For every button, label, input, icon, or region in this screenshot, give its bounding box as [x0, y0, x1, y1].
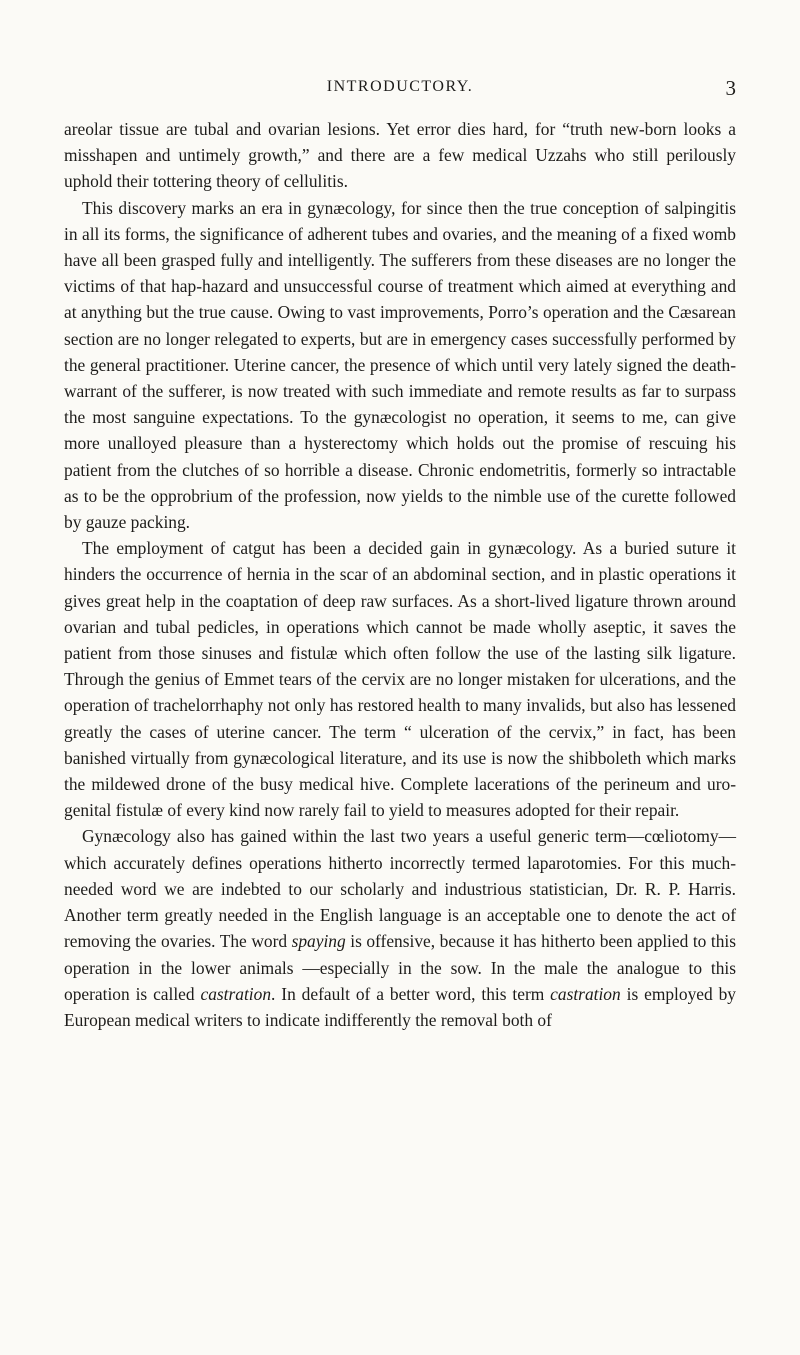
- body-text: [64, 116, 736, 1033]
- italic-term-spaying: spaying: [291, 931, 346, 952]
- running-title: INTRODUCTORY.: [326, 78, 474, 95]
- italic-term-castration: castration: [200, 983, 272, 1004]
- paragraph-4-text-b: is offensive, because it has hitherto been applied to this operation in the lower animals —especially in the sow. In the male the analogue to this operation is called: [64, 931, 736, 1004]
- paragraph-4-text-c: . In default of a better word, this term: [271, 983, 551, 1004]
- paragraph-4: [64, 823, 736, 1033]
- running-head: [64, 78, 736, 102]
- paragraph-4-text-a: Gynæcology also has gained within the last two years a useful generic term—cœliotomy—which accurately defines operations hitherto incorrectly termed laparotomies. For this much-needed word we are indebted to our scholarly and industrious statistician, Dr. R. P. Harris. Another term greatly needed in the English language is an acceptable one to denote the act of removing the ovaries. The word: [64, 826, 736, 952]
- paragraph-2: This discovery marks an era in gynæcology, for since then the true conception of salpingitis in all its forms, the significance of adherent tubes and ovaries, and the meaning of a fixed womb have all been grasped fully and intelligently. The sufferers from these diseases are no longer the victims of that hap-hazard and unsuccessful course of treatment which aimed at everything and at anything but the true cause. Owing to vast improvements, Porro’s operation and the Cæsarean section are no longer relegated to experts, but are in emergency cases successfully performed by the general practitioner. Uterine cancer, the presence of which until very lately signed the death-warrant of the sufferer, is now treated with such immediate and remote results as far to surpass the most sanguine expectations. To the gynæcologist no operation, it seems to me, can give more unalloyed pleasure than a hysterectomy which holds out the promise of rescuing his patient from the clutches of so horrible a disease. Chronic endometritis, formerly so intractable as to be the opprobrium of the profession, now yields to the nimble use of the curette followed by gauze packing.: [64, 197, 736, 533]
- italic-term-castration-2: castration: [550, 983, 621, 1004]
- paragraph-4-text-d: is employed by European medical writers to indicate indifferently the removal both of: [64, 983, 736, 1030]
- paragraph-3: The employment of catgut has been a decided gain in gynæcology. As a buried suture it hinders the occurrence of hernia in the scar of an abdominal section, and in plastic operations it gives great help in the coaptation of deep raw surfaces. As a short-lived ligature thrown around ovarian and tubal pedicles, in operations which cannot be made wholly aseptic, it saves the patient from those sinuses and fistulæ which often follow the use of the lasting silk ligature. Through the genius of Emmet tears of the cervix are no longer mistaken for ulcerations, and the operation of trachelorrhaphy not only has restored health to many invalids, but also has lessened greatly the cases of uterine cancer. The term “ ulceration of the cervix,” in fact, has been banished virtually from gynæcological literature, and its use is now the shibboleth which marks the mildewed drone of the busy medical hive. Complete lacerations of the perineum and uro-genital fistulæ of every kind now rarely fail to yield to measures adopted for their repair.: [64, 538, 736, 821]
- page-number: 3: [725, 76, 736, 100]
- paragraph-1: areolar tissue are tubal and ovarian lesions. Yet error dies hard, for “truth new-born looks a misshapen and untimely growth,” and there are a few medical Uzzahs who still perilously uphold their tottering theory of cellulitis.: [64, 119, 736, 192]
